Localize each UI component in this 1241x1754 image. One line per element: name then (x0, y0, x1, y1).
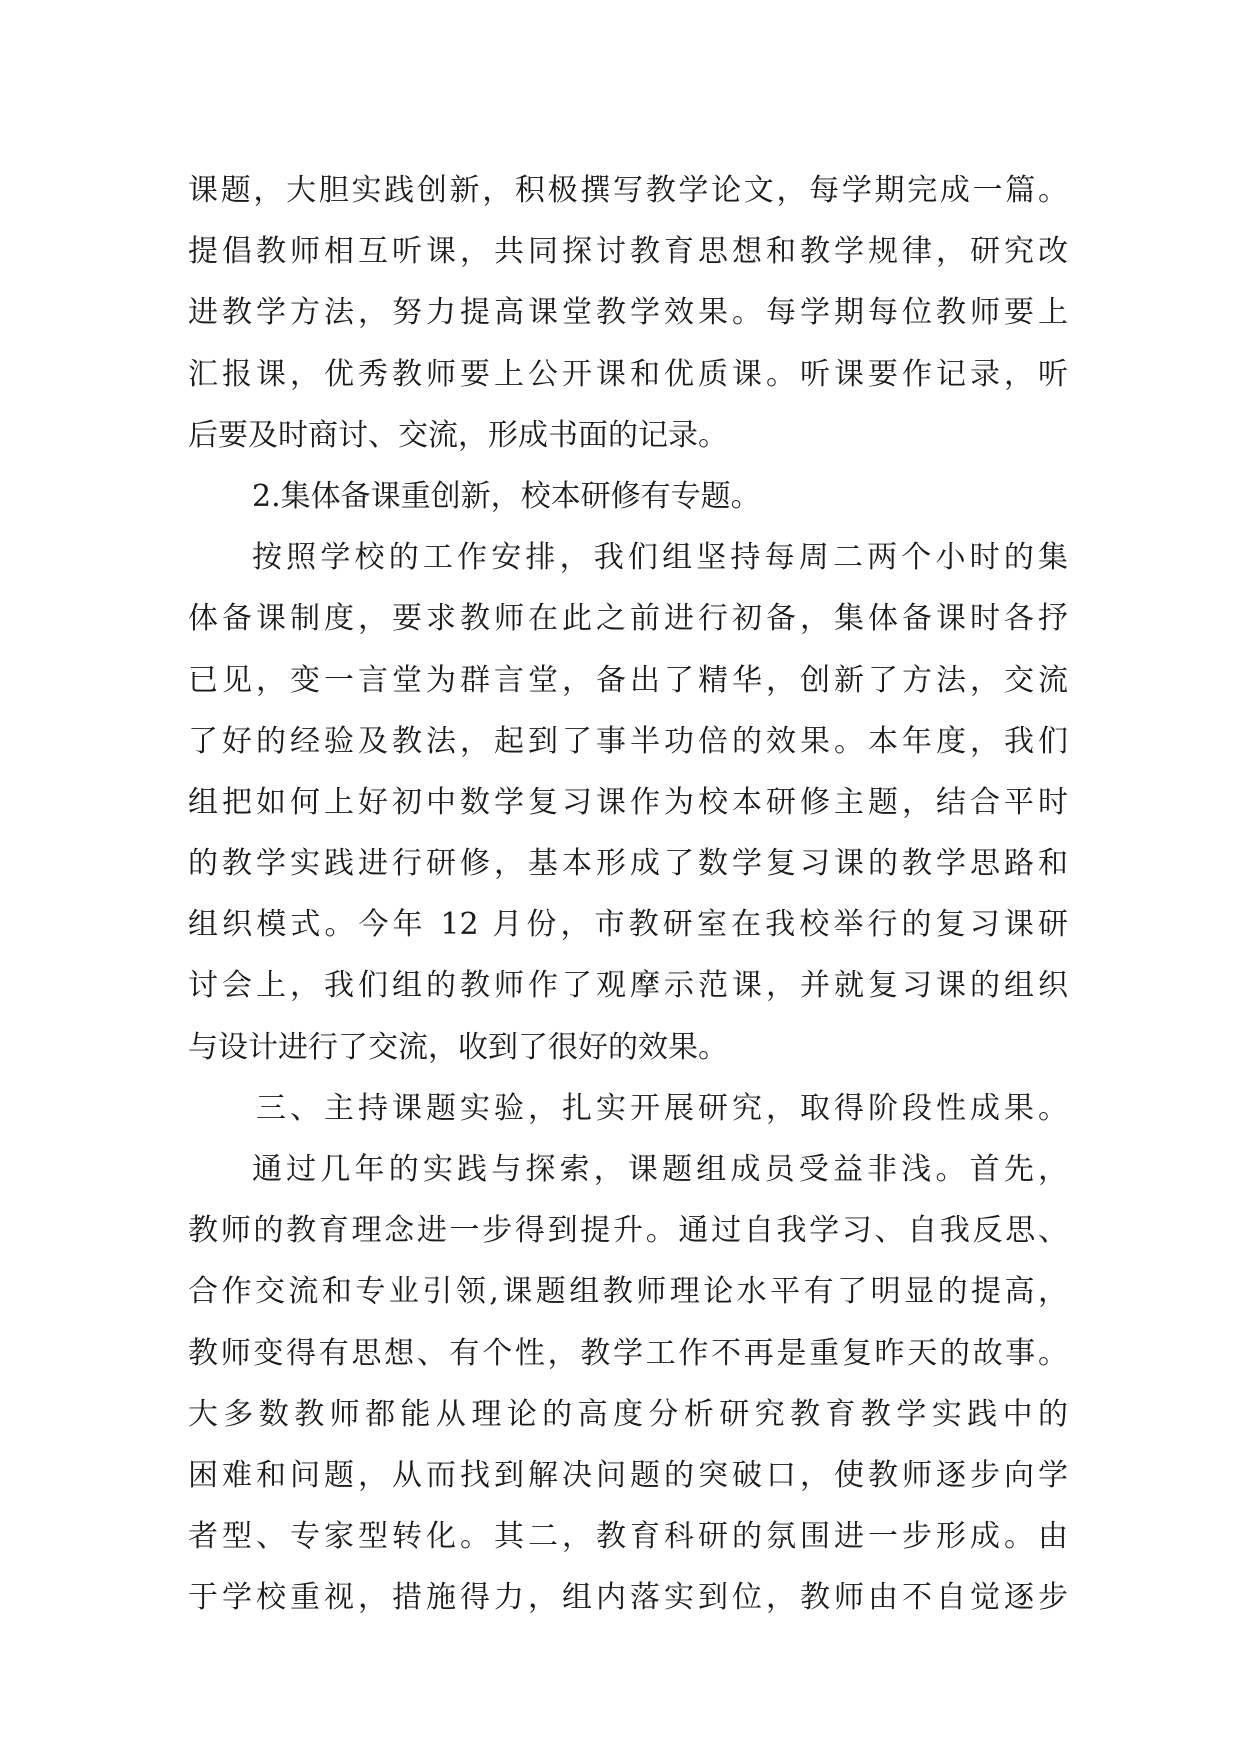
text-line: 体备课制度，要求教师在此之前进行初备，集体备课时各抒 (188, 601, 1068, 637)
section-heading: 2.集体备课重创新，校本研修有专题。 (252, 478, 761, 514)
text-line: 教师变得有思想、有个性，教学工作不再是重复昨天的故事。 (188, 1335, 1068, 1371)
body-text (188, 160, 1068, 1629)
section-heading: 三、主持课题实验，扎实开展研究，取得阶段性成果。 (256, 1090, 1068, 1126)
text-line: 教师的教育理念进一步得到提升。通过自我学习、自我反思、 (188, 1213, 1068, 1249)
text-line: 了好的经验及教法，起到了事半功倍的效果。本年度，我们 (188, 723, 1068, 759)
text-line: 大多数教师都能从理论的高度分析研究教育教学实践中的 (188, 1396, 1068, 1432)
text-line: 汇报课，优秀教师要上公开课和优质课。听课要作记录，听 (188, 356, 1068, 392)
text-line: 组把如何上好初中数学复习课作为校本研修主题，结合平时 (188, 784, 1068, 820)
text-line: 合作交流和专业引领,课题组教师理论水平有了明显的提高， (188, 1274, 1068, 1310)
text-line: 于学校重视，措施得力，组内落实到位，教师由不自觉逐步 (188, 1580, 1068, 1616)
text-line: 的教学实践进行研修，基本形成了数学复习课的教学思路和 (188, 846, 1068, 882)
text-line: 后要及时商讨、交流，形成书面的记录。 (188, 417, 728, 453)
text-line: 组织模式。今年 12 月份，市教研室在我校举行的复习课研 (188, 907, 1068, 943)
text-line: 进教学方法，努力提高课堂教学效果。每学期每位教师要上 (188, 295, 1068, 331)
paragraph-start-line: 通过几年的实践与探索，课题组成员受益非浅。首先， (252, 1152, 1068, 1187)
paragraph-start-line: 按照学校的工作安排，我们组坚持每周二两个小时的集 (252, 540, 1068, 576)
text-line: 困难和问题，从而找到解决问题的突破口，使教师逐步向学 (188, 1457, 1068, 1493)
text-line: 讨会上，我们组的教师作了观摩示范课，并就复习课的组织 (188, 968, 1068, 1004)
text-line: 课题，大胆实践创新，积极撰写教学论文，每学期完成一篇。 (188, 173, 1068, 208)
text-line: 提倡教师相互听课，共同探讨教育思想和教学规律，研究改 (188, 234, 1068, 270)
text-line: 已见，变一言堂为群言堂，备出了精华，创新了方法，交流 (188, 662, 1068, 698)
text-line: 与设计进行了交流，收到了很好的效果。 (188, 1029, 728, 1065)
text-line: 者型、专家型转化。其二，教育科研的氛围进一步形成。由 (188, 1519, 1068, 1555)
